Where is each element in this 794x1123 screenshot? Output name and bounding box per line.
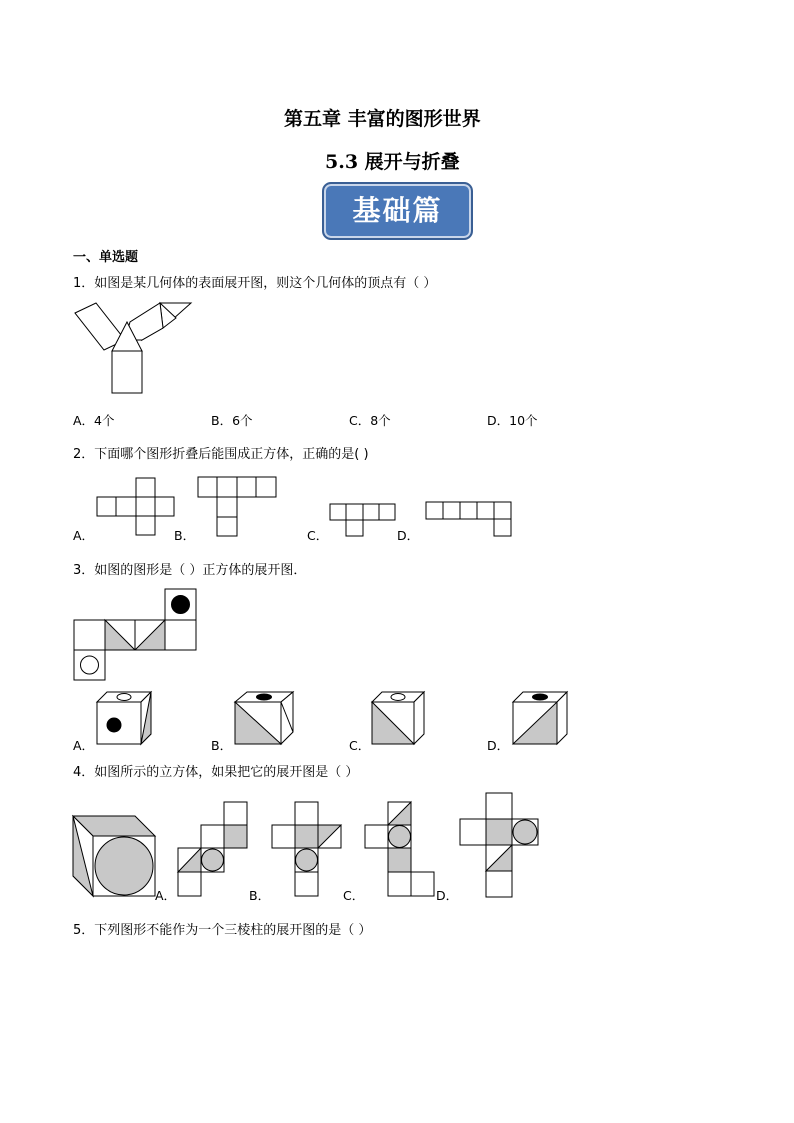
q3-cube-d bbox=[511, 690, 569, 746]
level-badge: 基础篇 bbox=[322, 182, 473, 240]
q4-option-c[interactable]: C． bbox=[343, 888, 365, 903]
q2-option-b[interactable]: B． bbox=[174, 528, 196, 543]
question-3-text: 3．如图的图形是（ ）正方体的展开图． bbox=[73, 563, 307, 578]
q1-option-b[interactable]: B．6个 bbox=[211, 413, 253, 428]
q3-cube-a bbox=[95, 690, 153, 746]
q4-option-d[interactable]: D． bbox=[436, 888, 459, 903]
q2-option-a[interactable]: A． bbox=[73, 528, 95, 543]
q2-option-d[interactable]: D． bbox=[397, 528, 420, 543]
q2-net-b bbox=[197, 476, 279, 538]
q1-option-c[interactable]: C．8个 bbox=[349, 413, 391, 428]
q3-cube-b bbox=[233, 690, 295, 746]
question-5-text: 5．下列图形不能作为一个三棱柱的展开图的是（ ） bbox=[73, 923, 372, 938]
q2-net-c bbox=[329, 503, 399, 538]
q3-net-figure bbox=[73, 588, 199, 682]
q4-net-a bbox=[176, 800, 250, 898]
chapter-title: 第五章 丰富的图形世界 bbox=[284, 108, 481, 130]
q2-net-d bbox=[425, 501, 515, 539]
q3-option-c[interactable]: C． bbox=[349, 738, 371, 753]
q4-net-b bbox=[270, 800, 344, 898]
section-label: 一、单选题 bbox=[73, 250, 139, 265]
q4-cube-figure bbox=[71, 814, 157, 898]
q3-cube-c bbox=[370, 690, 426, 746]
q4-net-d bbox=[458, 791, 540, 899]
q4-net-c bbox=[363, 800, 437, 898]
question-1-text: 1．如图是某几何体的表面展开图，则这个几何体的顶点有（ ） bbox=[73, 276, 437, 291]
q1-option-a[interactable]: A．4个 bbox=[73, 413, 115, 428]
q1-net-figure bbox=[70, 298, 195, 396]
q3-option-a[interactable]: A． bbox=[73, 738, 95, 753]
q2-net-a bbox=[96, 477, 176, 537]
q3-option-d[interactable]: D． bbox=[487, 738, 510, 753]
q4-option-a[interactable]: A． bbox=[155, 888, 177, 903]
q4-option-b[interactable]: B． bbox=[249, 888, 271, 903]
section-title: 5.3 展开与折叠 bbox=[325, 151, 460, 173]
question-2-text: 2．下面哪个图形折叠后能围成正方体，正确的是( ) bbox=[73, 447, 369, 462]
q1-option-d[interactable]: D．10个 bbox=[487, 413, 538, 428]
question-4-text: 4．如图所示的立方体，如果把它的展开图是（ ） bbox=[73, 765, 359, 780]
q3-option-b[interactable]: B． bbox=[211, 738, 233, 753]
q2-option-c[interactable]: C． bbox=[307, 528, 329, 543]
